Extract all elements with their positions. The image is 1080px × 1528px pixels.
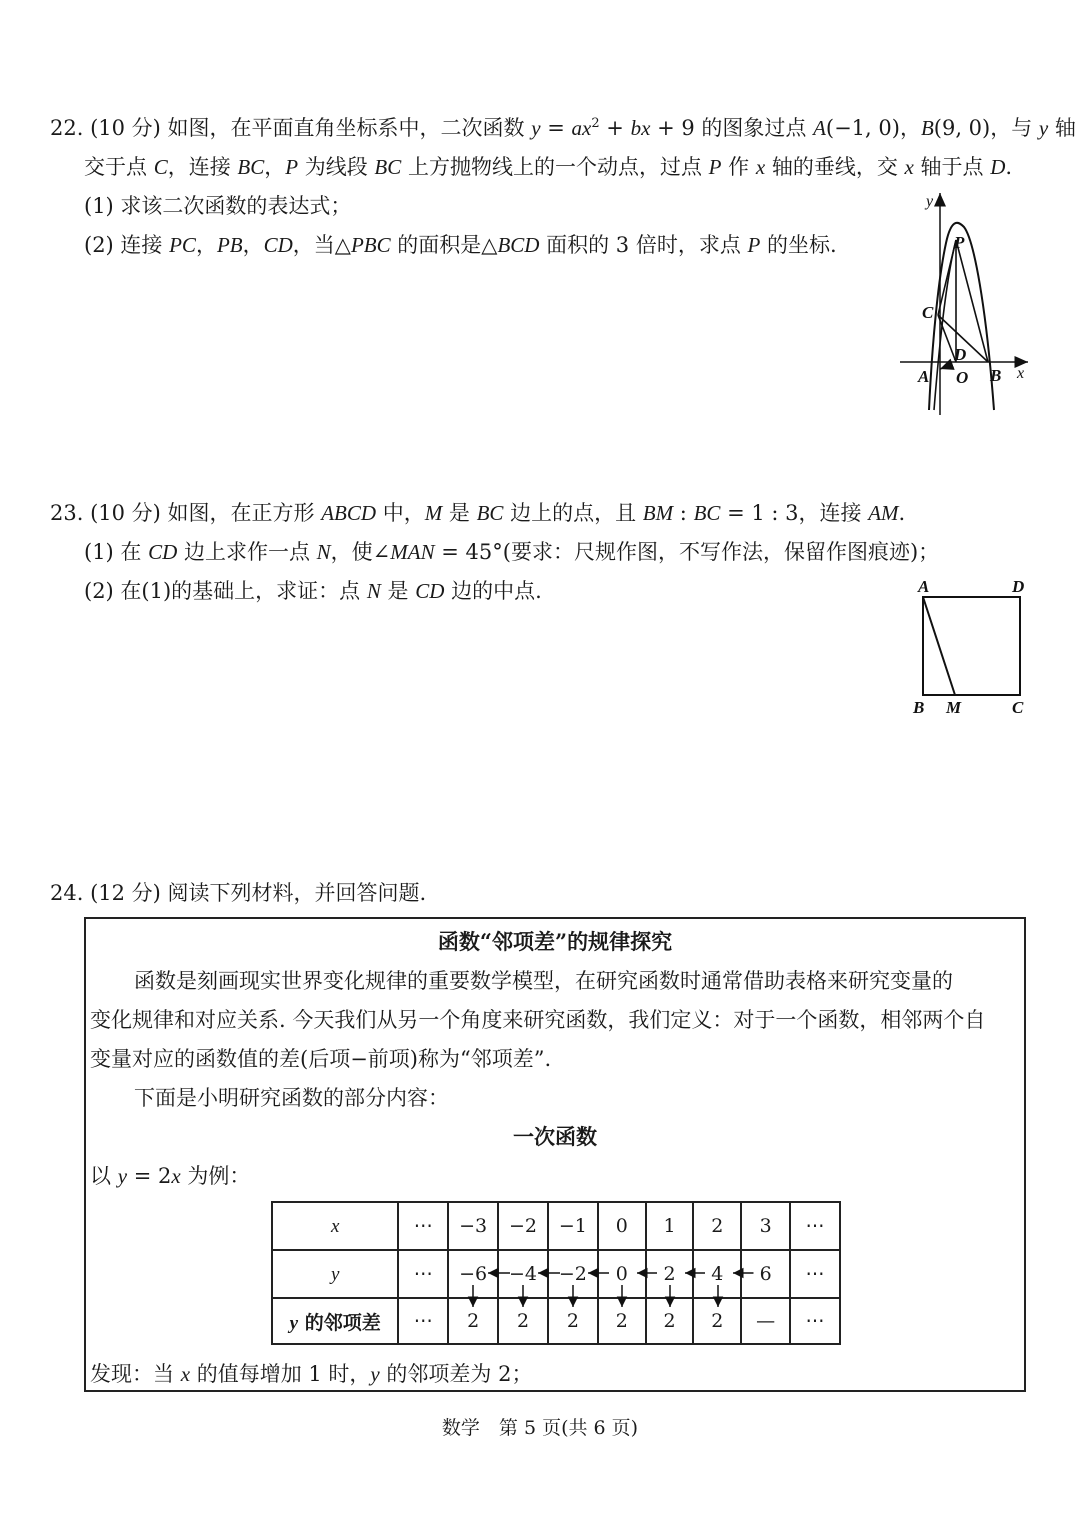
q23-part1: (1) 在 CD 边上求作一点 N，使∠MAN = 45°(要求：尺规作图，不写作法，保留作图痕迹)；: [84, 540, 940, 564]
diff-cell: 2: [448, 1298, 498, 1344]
x-cell: −1: [548, 1202, 598, 1250]
material-title: 函数“邻项差”的规律探究: [437, 929, 673, 954]
x-cell: ⋯: [790, 1202, 840, 1250]
fig-label-a: A: [918, 577, 930, 596]
table-row-diff: [272, 1298, 840, 1344]
diff-cell: 2: [548, 1298, 598, 1344]
x-cell: −3: [448, 1202, 498, 1250]
linear-function-heading: 一次函数: [513, 1124, 597, 1149]
x-cell: 1: [646, 1202, 694, 1250]
diff-cell: 2: [646, 1298, 694, 1344]
material-para-line3: 变量对应的函数值的差(后项−前项)称为“邻项差”.: [90, 1047, 552, 1071]
x-cell: −2: [498, 1202, 548, 1250]
finding-text: 发现：当 x 的值每增加 1 时，y 的邻项差为 2；: [90, 1362, 533, 1386]
x-cell: ⋯: [398, 1202, 448, 1250]
material-para-line1: 函数是刻画现实世界变化规律的重要数学模型，在研究函数时通常借助表格来研究变量的: [134, 969, 953, 993]
fig-label-b: B: [913, 698, 925, 717]
example-intro: 以 y = 2x 为例：: [90, 1164, 251, 1188]
y-cell: 6: [741, 1250, 790, 1298]
q22-stem-line2: 交于点 C，连接 BC，P 为线段 BC 上方抛物线上的一个动点，过点 P 作 x 轴的垂线，交 x 轴于点 D.: [84, 155, 1013, 179]
table-row-y: [272, 1250, 840, 1298]
q23-square-figure: [905, 572, 1035, 720]
q22-part2: (2) 连接 PC，PB，CD，当△PBC 的面积是△BCD 面积的 3 倍时，求点 P 的坐标.: [84, 233, 837, 257]
fig-label-x: x: [1017, 365, 1025, 382]
fig-label-c: C: [922, 303, 934, 322]
y-cell: ⋯: [398, 1250, 448, 1298]
material-para-line4: 下面是小明研究函数的部分内容：: [134, 1086, 449, 1110]
y-cell: 0: [598, 1250, 646, 1298]
fig-label-d: D: [1012, 577, 1025, 596]
q22-stem-line1: 22. (10 分) 如图，在平面直角坐标系中，二次函数 $y = ax^2$ + bx + 9 的图象过点 A(−1, 0)，B(9, 0)，与 y 轴: [50, 116, 1076, 140]
y-cell: ⋯: [790, 1250, 840, 1298]
fig-label-y: y: [926, 193, 934, 210]
y-cell: −4: [498, 1250, 548, 1298]
neighbor-difference-table: [271, 1201, 841, 1345]
y-cell: 4: [693, 1250, 741, 1298]
diff-cell: —: [741, 1298, 790, 1344]
fig-label-p: P: [954, 233, 965, 252]
row-header-x: x: [272, 1202, 398, 1250]
fig-label-b: B: [990, 366, 1002, 385]
diff-cell: ⋯: [398, 1298, 448, 1344]
diff-cell: 2: [598, 1298, 646, 1344]
q24-stem: 24. (12 分) 阅读下列材料，并回答问题.: [50, 881, 427, 905]
row-header-y: y: [272, 1250, 398, 1298]
q23-part2: (2) 在(1)的基础上，求证：点 N 是 CD 边的中点.: [84, 579, 542, 603]
square-abcd: [923, 597, 1020, 695]
fig-label-d: D: [954, 345, 967, 364]
fig-label-c: C: [1012, 698, 1024, 717]
y-cell: −6: [448, 1250, 498, 1298]
diff-cell: 2: [693, 1298, 741, 1344]
q22-part1: (1) 求该二次函数的表达式；: [84, 194, 352, 218]
x-cell: 2: [693, 1202, 741, 1250]
x-cell: 0: [598, 1202, 646, 1250]
row-header-diff: y 的邻项差: [272, 1298, 398, 1344]
y-cell: 2: [646, 1250, 694, 1298]
diff-cell: ⋯: [790, 1298, 840, 1344]
fig-label-m: M: [946, 698, 962, 717]
parabola-inner-curve: [934, 240, 956, 410]
q23-stem: 23. (10 分) 如图，在正方形 ABCD 中，M 是 BC 边上的点，且 BM : BC = 1 : 3，连接 AM.: [50, 501, 906, 525]
origin-arrow: [940, 366, 948, 369]
segment-am: [923, 597, 955, 695]
diff-cell: 2: [498, 1298, 548, 1344]
material-para-line2: 变化规律和对应关系. 今天我们从另一个角度来研究函数，我们定义：对于一个函数，相邻两个自: [90, 1008, 986, 1032]
page-footer: 数学 第 5 页(共 6 页): [441, 1417, 639, 1439]
fig-label-a: A: [918, 367, 930, 386]
y-cell: −2: [548, 1250, 598, 1298]
q22-parabola-figure: [890, 185, 1040, 420]
x-cell: 3: [741, 1202, 790, 1250]
fig-label-o: O: [956, 368, 969, 387]
table-row-x: [272, 1202, 840, 1250]
